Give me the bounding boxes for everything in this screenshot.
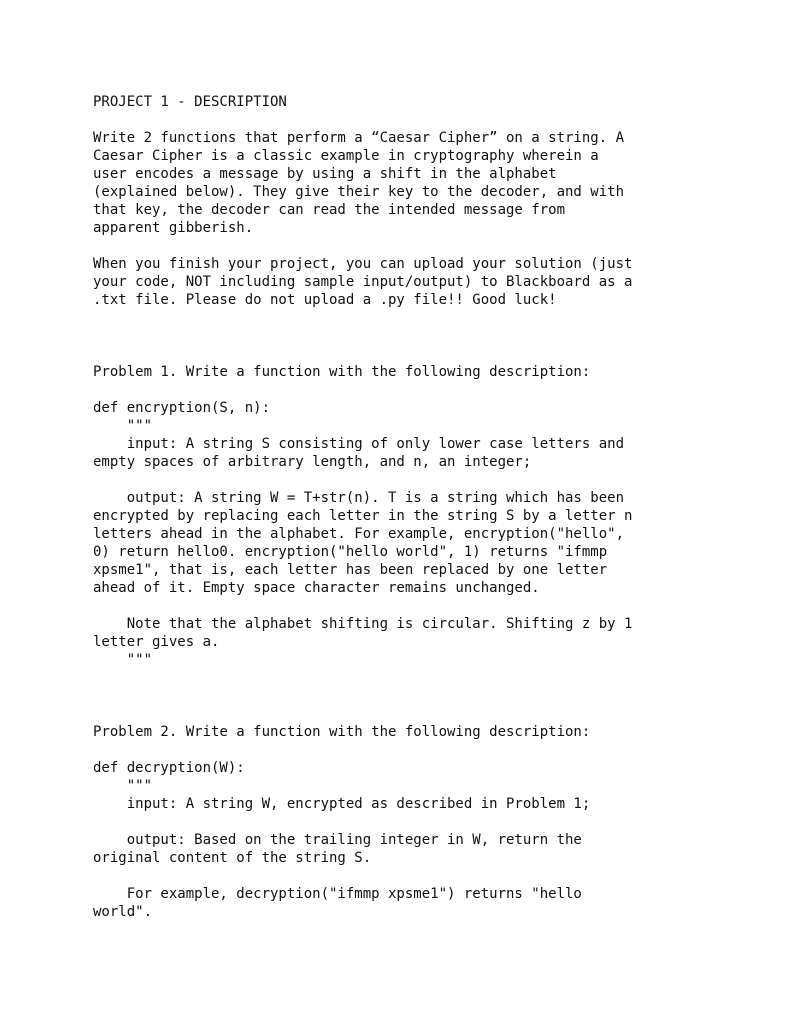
- problem-1-output-line: letters ahead in the alphabet. For example, encryption("hello",: [93, 526, 625, 542]
- spacer: [93, 813, 733, 831]
- problem-1-input-line: input: A string S consisting of only lower case letters and: [93, 436, 625, 452]
- problem-1-output-line: encrypted by replacing each letter in the string S by a letter n: [93, 508, 633, 524]
- docstring-open: """: [93, 418, 153, 434]
- problem-1-note-line: Note that the alphabet shifting is circular. Shifting z by 1: [93, 616, 633, 632]
- problem-2-heading: Problem 2. Write a function with the following description:: [93, 724, 591, 740]
- problem-1-signature: def encryption(S, n):: [93, 400, 271, 416]
- problem-2-signature: def decryption(W):: [93, 760, 245, 776]
- spacer: [93, 741, 733, 759]
- docstring-open: """: [93, 778, 153, 794]
- problem-1-section: [93, 363, 733, 669]
- spacer: [93, 237, 733, 255]
- submission-line: .txt file. Please do not upload a .py file!! Good luck!: [93, 292, 557, 308]
- problem-2-output-line: original content of the string S.: [93, 850, 372, 866]
- problem-1-note-line: letter gives a.: [93, 634, 220, 650]
- problem-1-output-line: xpsme1", that is, each letter has been replaced by one letter: [93, 562, 608, 578]
- problem-2-output-line: output: Based on the trailing integer in W, return the: [93, 832, 582, 848]
- spacer: [93, 381, 733, 399]
- spacer: [93, 867, 733, 885]
- spacer: [93, 669, 733, 723]
- submission-line: When you finish your project, you can upload your solution (just: [93, 256, 633, 272]
- intro-line: (explained below). They give their key to the decoder, and with: [93, 184, 625, 200]
- intro-line: user encodes a message by using a shift in the alphabet: [93, 166, 557, 182]
- problem-1-input-line: empty spaces of arbitrary length, and n, an integer;: [93, 454, 532, 470]
- intro-line: that key, the decoder can read the intended message from: [93, 202, 566, 218]
- intro-line: apparent gibberish.: [93, 220, 254, 236]
- problem-1-heading: Problem 1. Write a function with the following description:: [93, 364, 591, 380]
- problem-1-output-line: 0) return hello0. encryption("hello world", 1) returns "ifmmp: [93, 544, 608, 560]
- submission-line: your code, NOT including sample input/output) to Blackboard as a: [93, 274, 633, 290]
- problem-1-output-line: output: A string W = T+str(n). T is a string which has been: [93, 490, 625, 506]
- submission-paragraph: [93, 255, 733, 309]
- problem-1-output-line: ahead of it. Empty space character remains unchanged.: [93, 580, 540, 596]
- docstring-close: """: [93, 652, 153, 668]
- document-title: PROJECT 1 - DESCRIPTION: [93, 94, 287, 110]
- problem-2-example-line: world".: [93, 904, 153, 920]
- spacer: [93, 111, 733, 129]
- spacer: [93, 471, 733, 489]
- problem-2-input-line: input: A string W, encrypted as described in Problem 1;: [93, 796, 591, 812]
- spacer: [93, 597, 733, 615]
- problem-2-example-line: For example, decryption("ifmmp xpsme1") returns "hello: [93, 886, 582, 902]
- problem-2-section: [93, 723, 733, 921]
- spacer: [93, 309, 733, 363]
- intro-paragraph: [93, 129, 733, 237]
- document-page: [93, 93, 733, 921]
- intro-line: Caesar Cipher is a classic example in cryptography wherein a: [93, 148, 599, 164]
- intro-line: Write 2 functions that perform a “Caesar Cipher” on a string. A: [93, 130, 625, 146]
